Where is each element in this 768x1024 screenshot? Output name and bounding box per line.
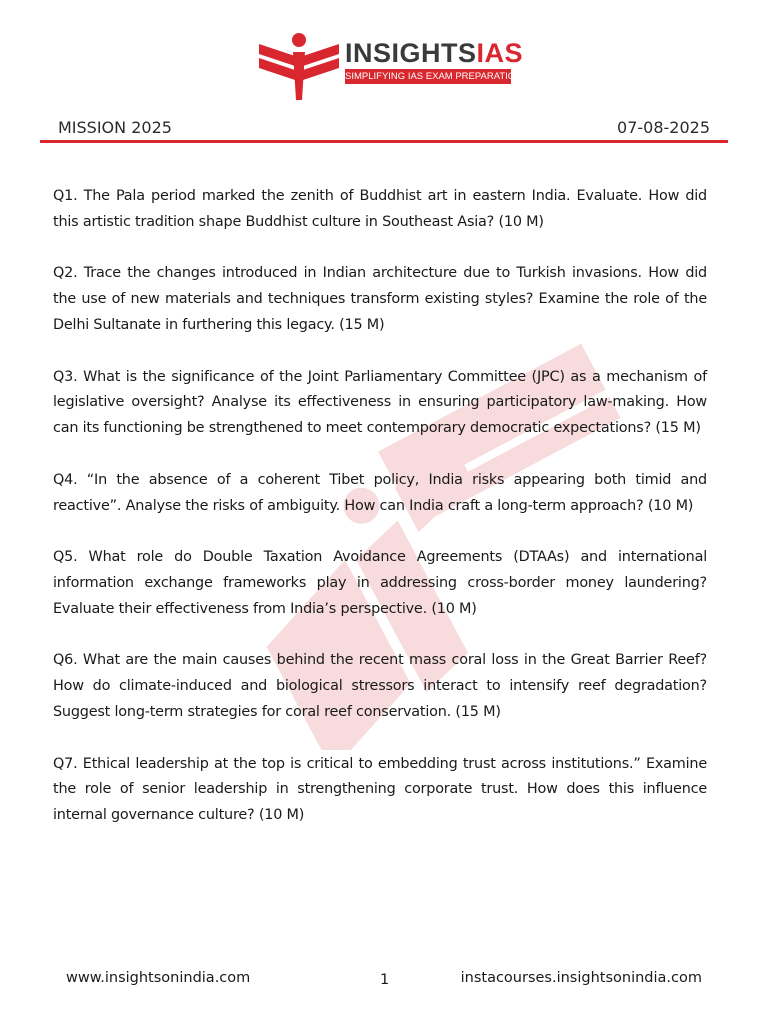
footer-courses-link[interactable]: instacourses.insightsonindia.com (460, 970, 702, 986)
header-divider (40, 140, 728, 143)
logo-wordmark: INSIGHTSIAS (345, 38, 524, 68)
logo-tagline: SIMPLIFYING IAS EXAM PREPARATION (345, 71, 523, 82)
question-list (53, 184, 707, 855)
question-4: Q4. “In the absence of a coherent Tibet policy, India risks appearing both timid and reactive”. Analyse the risks of ambiguity. How can India craft a long-term approach? (10 M) (53, 471, 707, 514)
question-1: Q1. The Pala period marked the zenith of Buddhist art in eastern India. Evaluate. How did this artistic tradition shape Buddhist culture in Southeast Asia? (10 M) (53, 188, 707, 230)
open-book-logo-icon (255, 30, 343, 102)
question-7: Q7. Ethical leadership at the top is critical to embedding trust across institutions.” Examine the role of senior leadership in strengthening corporate trust. How does this influence internal governance culture? (10 M) (53, 755, 707, 824)
insightsias-logo (255, 30, 525, 102)
question-3: Q3. What is the significance of the Joint Parliamentary Committee (JPC) as a mechanism of legislative oversight? Analyse its effectiveness in ensuring participatory law-making. How can its functioning be strengthened to meet contemporary democratic expectations? (15 M) (53, 368, 707, 437)
footer-website-link[interactable]: www.insightsonindia.com (66, 970, 251, 986)
mission-label: MISSION 2025 (58, 118, 172, 137)
document-date: 07-08-2025 (617, 118, 710, 137)
page-number: 1 (380, 972, 390, 988)
question-5: Q5. What role do Double Taxation Avoidance Agreements (DTAAs) and international information exchange frameworks play in addressing cross-border money laundering? Evaluate their effectiveness from India’s perspective. (10 M) (53, 549, 707, 617)
question-6: Q6. What are the main causes behind the recent mass coral loss in the Great Barrier Reef? How do climate-induced and biological stressors interact to intensify reef degradation? Suggest long-term strategies for coral reef conservation. (15 M) (53, 652, 707, 720)
question-2: Q2. Trace the changes introduced in Indian architecture due to Turkish invasions. How did the use of new materials and techniques transform existing styles? Examine the role of the Delhi Sultanate in furthering this legacy. (15 M) (53, 265, 707, 333)
